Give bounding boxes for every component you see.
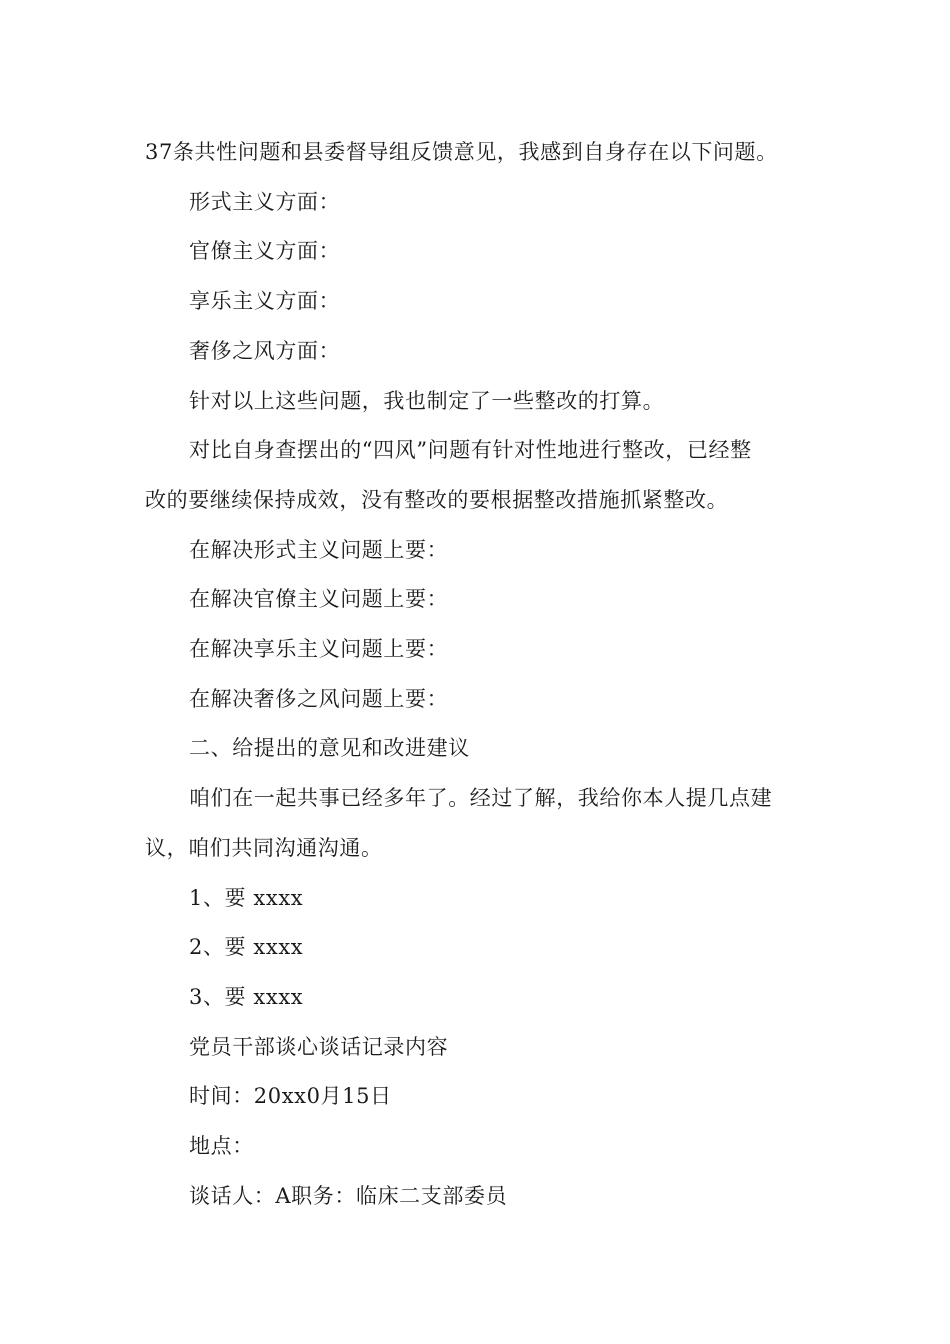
paragraph-line: 享乐主义方面： <box>189 289 341 314</box>
paragraph-line: 在解决形式主义问题上要： <box>189 537 449 562</box>
speaker-field: 谈话人：A职务：临床二支部委员 <box>189 1183 508 1208</box>
paragraph-line: 形式主义方面： <box>189 189 341 214</box>
document-body <box>145 128 813 1221</box>
paragraph-line: 针对以上这些问题，我也制定了一些整改的打算。 <box>189 388 665 413</box>
list-item: 1、要 xxxx <box>189 885 304 910</box>
paragraph-line: 咱们在一起共事已经多年了。经过了解，我给你本人提几点建 <box>189 786 773 811</box>
paragraph-line: 对比自身查摆出的“四风”问题有针对性地进行整改，已经整 <box>189 438 752 463</box>
paragraph-line: 议，咱们共同沟通沟通。 <box>145 835 383 860</box>
paragraph-line: 37条共性问题和县委督导组反馈意见，我感到自身存在以下问题。 <box>145 140 778 164</box>
time-field: 时间：20xx0月15日 <box>189 1084 392 1109</box>
paragraph-line: 在解决官僚主义问题上要： <box>189 587 449 612</box>
section-heading: 二、给提出的意见和改进建议 <box>189 736 470 761</box>
document-title: 党员干部谈心谈话记录内容 <box>189 1034 449 1059</box>
paragraph-line: 在解决奢侈之风问题上要： <box>189 686 449 711</box>
list-item: 2、要 xxxx <box>189 935 304 960</box>
list-item: 3、要 xxxx <box>189 984 304 1009</box>
paragraph-line: 改的要继续保持成效，没有整改的要根据整改措施抓紧整改。 <box>145 487 729 512</box>
location-field: 地点： <box>189 1134 254 1159</box>
paragraph-line: 奢侈之风方面： <box>189 338 341 363</box>
paragraph-line: 官僚主义方面： <box>189 239 341 264</box>
paragraph-line: 在解决享乐主义问题上要： <box>189 637 449 662</box>
